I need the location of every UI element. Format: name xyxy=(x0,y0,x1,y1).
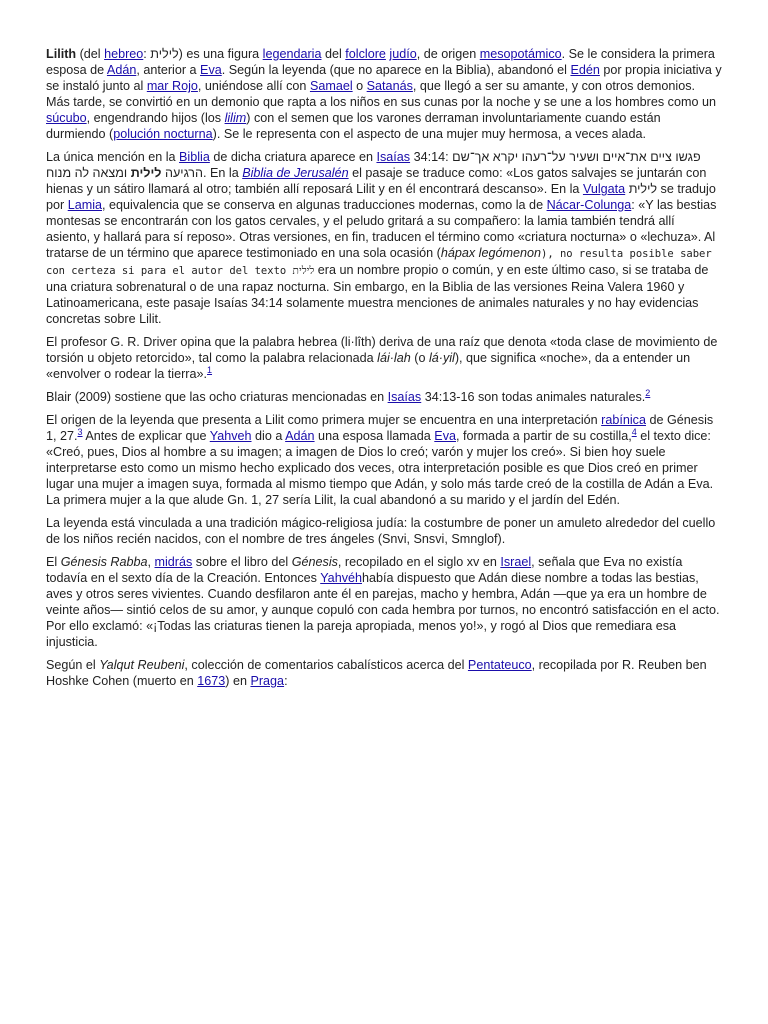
footnote-link-4[interactable]: 4 xyxy=(631,426,637,437)
text-run: dio a xyxy=(251,429,286,443)
link-lilim[interactable]: lilim xyxy=(224,111,247,125)
text-run: לילית se tradujo por xyxy=(46,182,716,212)
footnote-ref xyxy=(207,365,212,375)
link-yahveh[interactable]: Yahveh xyxy=(209,429,252,443)
link-midrás[interactable]: midrás xyxy=(154,555,193,569)
text-run: ) en xyxy=(225,674,251,688)
link-polución-nocturna[interactable]: polución nocturna xyxy=(113,127,213,141)
paragraph-8 xyxy=(46,657,722,689)
text-run: . Se le considera la primera esposa de xyxy=(46,47,715,77)
text-run: , recopilada por R. Reuben ben Hoshke Cohen (muerto en xyxy=(46,658,707,688)
text-run: , xyxy=(147,555,155,569)
link-mesopotámico[interactable]: mesopotámico xyxy=(479,47,562,61)
text-run: ) con el semen que los varones derraman involuntariamente cuando están durmiendo ( xyxy=(46,111,661,141)
text-run: , engendrando hijos (los xyxy=(86,111,225,125)
text-run: , de origen xyxy=(416,47,480,61)
link-eva[interactable]: Eva xyxy=(434,429,456,443)
text-run: ), que significa «noche», da a entender un «envolver o rodear la tierra». xyxy=(46,351,691,381)
text-run: de dicha criatura aparece en xyxy=(209,150,377,164)
text-run: El xyxy=(46,555,61,569)
text-run: el texto dice: «Creó, pues, Dios al hombre a su imagen; a imagen de Dios lo creó; varón y mujer los creó». Si bien hoy suele interpretarse esto como un mismo hecho explicado dos veces, otra interpretación posible es que Dios creó en primer lugar una mujer a imagen suya, formada al mismo tiempo que Adán, y solo más tarde creó de la costilla de Adán a Eva. La primera mujer a la que alude Gn. 1, 27 sería Lilit, la cual abandonó a su marido y el jardín del Edén. xyxy=(46,429,714,507)
bold-text: Lilith xyxy=(46,47,77,61)
link-isaías[interactable]: Isaías xyxy=(387,390,422,404)
text-run: había dispuesto que Adán diese nombre a todas las bestias, aves y otros seres vivientes. Cuando desfilaron ante él en parejas, macho y hembra, Adán —que ya era un hombre de veinte años— sintió celos de su amor, y aunque copuló con cada hembra por turnos, no encontró satisfacción en el acto. Por ello exclamó: «¡Todas las criaturas tienen la pareja apropiada, menos yo!», y rogó al Dios que remediara esa injusticia. xyxy=(46,571,720,649)
text-run: La leyenda está vinculada a una tradición mágico-religiosa judía: la costumbre de poner un amuleto alrededor del cuello de los niños recién nacidos, con el nombre de tres ángeles (Snvi, Snsvi, Smnglof). xyxy=(46,516,716,546)
text-run: : «Y las bestias montesas se encontrarán con los gatos cervales, y el peludo gritará a su compañero: la lamia también tendrá allí asiento, y hallará para sí reposo». Otras versiones, en fin, traducen el término como «criatura nocturna» o «lechuza». Al tratarse de un término que aparece testimoniado en una sola ocasión ( xyxy=(46,198,717,260)
link-eva[interactable]: Eva xyxy=(200,63,222,77)
text-run: sobre el libro del xyxy=(192,555,292,569)
paragraph-7 xyxy=(46,554,722,650)
link-yahvéh[interactable]: Yahvéh xyxy=(320,571,362,585)
italic-text: Génesis xyxy=(291,555,338,569)
footnote-link-2[interactable]: 2 xyxy=(645,387,651,398)
text-run: 34:13-16 son todas animales naturales. xyxy=(421,390,646,404)
link-lamia[interactable]: Lamia xyxy=(67,198,103,212)
text-run: (del xyxy=(76,47,105,61)
text-run: ). Se le representa con el aspecto de una mujer muy hermosa, a veces alada. xyxy=(212,127,646,141)
link-adán[interactable]: Adán xyxy=(285,429,315,443)
link-samael[interactable]: Samael xyxy=(309,79,353,93)
link-1673[interactable]: 1673 xyxy=(197,674,226,688)
italic-text: lá·yil xyxy=(428,351,455,365)
text-run: Blair (2009) sostiene que las ocho criaturas mencionadas en xyxy=(46,390,388,404)
text-run: o xyxy=(352,79,367,93)
italic-text: Yalqut Reubeni xyxy=(99,658,185,672)
text-run: una esposa llamada xyxy=(314,429,435,443)
text-run: : לילית) es una figura xyxy=(143,47,263,61)
link-legendaria[interactable]: legendaria xyxy=(262,47,322,61)
text-run: El origen de la leyenda que presenta a Lilit como primera mujer se encuentra en una interpretación xyxy=(46,413,602,427)
footnote-ref xyxy=(645,388,650,398)
text-run: ), no resulta posible saber con certeza si para el autor del texto לילית xyxy=(46,248,712,277)
text-run: , señala que Eva no existía todavía en el sexto día de la Creación. Entonces xyxy=(46,555,683,585)
text-run: La única mención en la xyxy=(46,150,180,164)
link-vulgata[interactable]: Vulgata xyxy=(582,182,626,196)
link-adán[interactable]: Adán xyxy=(106,63,137,77)
link-nácar-colunga[interactable]: Nácar-Colunga xyxy=(546,198,632,212)
text-run: del xyxy=(321,47,346,61)
italic-text: Génesis Rabba xyxy=(60,555,148,569)
link-biblia-de-jerusalén[interactable]: Biblia de Jerusalén xyxy=(242,166,349,180)
bold-text: לילית xyxy=(130,166,162,180)
text-run: el pasaje se traduce como: «Los gatos salvajes se juntarán con hienas y un sátiro llamará al otro; también allí reposará Lilit y en él encontrará descanso». En la xyxy=(46,166,707,196)
footnote-link-1[interactable]: 1 xyxy=(207,364,213,375)
text-run: , equivalencia que se conserva en algunas traducciones modernas, como la de xyxy=(102,198,547,212)
text-run: ומצאה לה מנוח. En la xyxy=(46,166,243,180)
text-run: era un nombre propio o común, y en este último caso, si se trataba de una criatura sobrenatural o de una rapaz nocturna. Sin embargo, en la Biblia de las versiones Reina Valera 1960 y Latinoamericana, este pasaje Isaías 34:14 solamente muestra menciones de animales naturales y no hay evidencias concretas sobre Lilit. xyxy=(46,263,709,326)
link-edén[interactable]: Edén xyxy=(570,63,600,77)
text-run: . Según la leyenda (que no aparece en la Biblia), abandonó el xyxy=(221,63,571,77)
link-hebreo[interactable]: hebreo xyxy=(104,47,144,61)
text-run: Antes de explicar que xyxy=(82,429,210,443)
text-run: , colección de comentarios cabalísticos acerca del xyxy=(184,658,468,672)
link-súcubo[interactable]: súcubo xyxy=(46,111,87,125)
link-isaías[interactable]: Isaías xyxy=(376,150,411,164)
text-run: , uniéndose allí con xyxy=(197,79,310,93)
link-biblia[interactable]: Biblia xyxy=(179,150,210,164)
link-rabínica[interactable]: rabínica xyxy=(601,413,646,427)
link-satanás[interactable]: Satanás xyxy=(366,79,413,93)
footnote-link-3[interactable]: 3 xyxy=(77,426,83,437)
link-praga[interactable]: Praga xyxy=(250,674,285,688)
paragraph-3 xyxy=(46,334,722,382)
text-run: , recopilado en el siglo xv en xyxy=(337,555,501,569)
text-run: Según el xyxy=(46,658,100,672)
link-pentateuco[interactable]: Pentateuco xyxy=(467,658,532,672)
text-run: El profesor G. R. Driver opina que la palabra hebrea (li·lîth) deriva de una raíz que denota «toda clase de movimiento de torsión u objeto retorcido», tal como la palabra relacionada xyxy=(46,335,718,365)
paragraph-2 xyxy=(46,149,722,327)
article-body xyxy=(46,46,722,696)
paragraph-6 xyxy=(46,515,722,547)
paragraph-1 xyxy=(46,46,722,142)
paragraph-4 xyxy=(46,389,722,405)
text-run: (o xyxy=(410,351,429,365)
link-israel[interactable]: Israel xyxy=(500,555,532,569)
text-run: , que llegó a ser su amante, y con otros demonios. Más tarde, se convirtió en un demonio que rapta a los niños en sus cunas por la noche y se une a los hombres como un xyxy=(46,79,716,109)
text-run: , anterior a xyxy=(136,63,201,77)
paragraph-5 xyxy=(46,412,722,508)
link-judío[interactable]: judío xyxy=(389,47,417,61)
text-run: por propia iniciativa y se instaló junto al xyxy=(46,63,722,93)
text-run: : xyxy=(284,674,288,688)
text-run: , formada a partir de su costilla, xyxy=(456,429,632,443)
link-mar-rojo[interactable]: mar Rojo xyxy=(146,79,198,93)
text-run: de Génesis 1, 27. xyxy=(46,413,714,443)
text-run: 34:14: פגשו ציים את־איים ושעיר על־רעהו יקרא אך־שם הרגיעה xyxy=(161,150,701,180)
italic-text: lái·lah xyxy=(377,351,411,365)
link-folclore[interactable]: folclore xyxy=(345,47,386,61)
italic-text: hápax legómenon xyxy=(440,246,541,260)
